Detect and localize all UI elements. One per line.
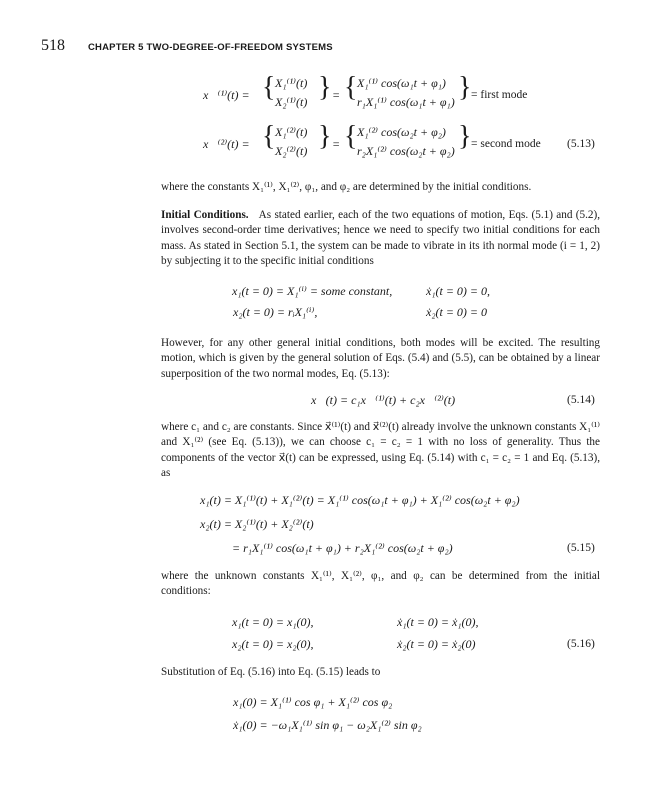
right-brace: } bbox=[318, 121, 332, 152]
left-brace: { bbox=[344, 121, 358, 152]
eq-5-13-line2-eq: = bbox=[332, 137, 341, 151]
eq-5-13-line2-vec-top: X₁⁽²⁾(t) bbox=[275, 125, 308, 139]
eq-5-13-first-mode-label: = first mode bbox=[471, 89, 528, 101]
right-brace: } bbox=[318, 72, 332, 103]
eq-5-15-line1: x₁(t) = X₁⁽¹⁾(t) + X₁⁽²⁾(t) = X₁⁽¹⁾ cos(ω₁t + φ₁) + X₁⁽²⁾ cos(ω₂t + φ₂) bbox=[200, 493, 520, 507]
right-brace: } bbox=[458, 121, 472, 152]
eq-final-line1: x₁(0) = X₁⁽¹⁾ cos φ₁ + X₁⁽²⁾ cos φ₂ bbox=[233, 695, 393, 709]
eq-5-13-line1-lhs: x⃗⁽¹⁾(t) = bbox=[203, 88, 250, 102]
eq-5-16-line1-right: ẋ₁(t = 0) = ẋ₁(0), bbox=[397, 615, 479, 629]
eq-5-16-line2-right: ẋ₂(t = 0) = ẋ₂(0) bbox=[397, 637, 476, 651]
eq-5-13-second-mode-label: = second mode bbox=[471, 138, 541, 150]
eq-5-13-line2-lhs: x⃗⁽²⁾(t) = bbox=[203, 137, 250, 151]
eq-5-13-line1-vec-bot: X₂⁽¹⁾(t) bbox=[275, 95, 308, 109]
right-brace: } bbox=[458, 72, 472, 103]
eq-5-16-line1-left: x₁(t = 0) = x₁(0), bbox=[232, 615, 314, 629]
left-brace: { bbox=[344, 72, 358, 103]
ic-eq-line1-right: ẋ₁(t = 0) = 0, bbox=[426, 284, 491, 298]
eq-5-13-line2-vec-bot: X₂⁽²⁾(t) bbox=[275, 144, 308, 158]
eq-5-16-number: (5.16) bbox=[567, 638, 595, 650]
eq-5-13-line1-rhs-bot: r₁X₁⁽¹⁾ cos(ω₁t + φ₁) bbox=[357, 95, 455, 109]
eq-5-13-line2-rhs-top: X₁⁽²⁾ cos(ω₂t + φ₂) bbox=[357, 125, 446, 139]
paragraph-initial-conditions-text: As stated earlier, each of the two equations of motion, Eqs. (5.1) and (5.2), involves second-order time derivatives; hence we need to specify two initial conditions for each mass. As stated in Section 5.1, the system can be made to vibrate in its ith normal mode (i = 1, 2) by subjecting it to the specific initial conditions bbox=[161, 209, 601, 268]
eq-5-16-line2-left: x₂(t = 0) = x₂(0), bbox=[232, 637, 314, 651]
eq-5-14-number: (5.14) bbox=[567, 394, 595, 406]
ic-eq-line2-right: ẋ₂(t = 0) = 0 bbox=[426, 305, 488, 319]
eq-5-13-line2-rhs-bot: r₂X₁⁽²⁾ cos(ω₂t + φ₂) bbox=[357, 144, 455, 158]
paragraph-initial-conditions bbox=[161, 208, 600, 270]
page-number: 518 bbox=[41, 37, 65, 54]
paragraph-superposition: However, for any other general initial conditions, both modes will be excited. The resulting motion, which is given by the general solution of Eqs. (5.4) and (5.5), can be obtained by a linear superposition of the two normal modes, Eq. (5.13): bbox=[161, 337, 600, 380]
left-brace: { bbox=[262, 121, 276, 152]
paragraph-unknown-constants: where the unknown constants X₁⁽¹⁾, X₁⁽²⁾, φ₁, and φ₂ can be determined from the initial conditions: bbox=[161, 570, 600, 598]
eq-5-13-line1-rhs-top: X₁⁽¹⁾ cos(ω₁t + φ₁) bbox=[357, 76, 446, 90]
eq-5-15-line2: x₂(t) = X₂⁽¹⁾(t) + X₂⁽²⁾(t) bbox=[200, 517, 314, 531]
ic-eq-line1-left: x₁(t = 0) = X₁⁽ⁱ⁾ = some constant, bbox=[232, 284, 393, 298]
eq-5-13-line1-eq: = bbox=[332, 88, 341, 102]
paragraph-constants: where the constants X₁⁽¹⁾, X₁⁽²⁾, φ₁, and φ₂ are determined by the initial conditions. bbox=[161, 181, 532, 193]
eq-5-13-line1-vec-top: X₁⁽¹⁾(t) bbox=[275, 76, 308, 90]
eq-5-15-number: (5.15) bbox=[567, 542, 595, 554]
section-heading: Initial Conditions. bbox=[161, 209, 249, 221]
paragraph-constants-choice: where c₁ and c₂ are constants. Since x⃗⁽¹⁾(t) and x⃗⁽²⁾(t) already involve the unknown constants X₁⁽¹⁾ and X₁⁽²⁾ (see Eq. (5.13)), we can choose c₁ = c₂ = 1 with no loss of generality. Thus the components of the vector x⃗(t) can be expressed, using Eq. (5.14) with c₁ = c₂ = 1 and Eq. (5.13), as bbox=[161, 421, 600, 480]
ic-eq-line2-left: x₂(t = 0) = rᵢX₁⁽ⁱ⁾, bbox=[233, 305, 318, 319]
eq-5-13-number: (5.13) bbox=[567, 138, 595, 150]
eq-5-15-line3: = r₁X₁⁽¹⁾ cos(ω₁t + φ₁) + r₂X₁⁽²⁾ cos(ω₂t + φ₂) bbox=[232, 541, 453, 555]
chapter-title: CHAPTER 5 TWO-DEGREE-OF-FREEDOM SYSTEMS bbox=[88, 42, 333, 53]
eq-final-line2: ẋ₁(0) = −ω₁X₁⁽¹⁾ sin φ₁ − ω₂X₁⁽²⁾ sin φ₂ bbox=[233, 718, 422, 732]
paragraph-substitution: Substitution of Eq. (5.16) into Eq. (5.15) leads to bbox=[161, 666, 381, 678]
left-brace: { bbox=[262, 72, 276, 103]
eq-5-14: x⃗(t) = c₁x⃗⁽¹⁾(t) + c₂x⃗⁽²⁾(t) bbox=[311, 393, 456, 407]
